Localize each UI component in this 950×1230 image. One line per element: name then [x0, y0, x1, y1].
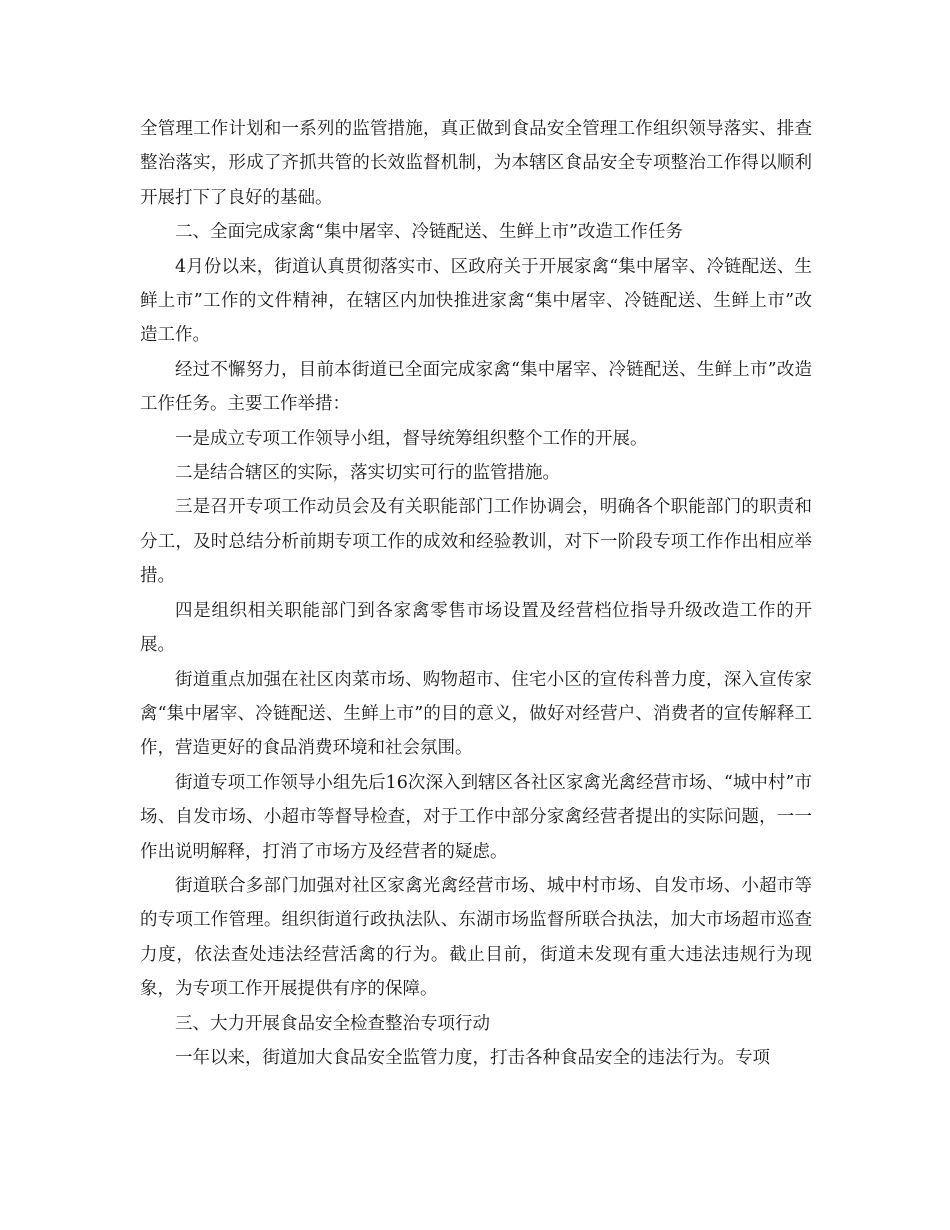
- paragraph-11: 街道联合多部门加强对社区家禽光禽经营市场、城中村市场、自发市场、小超市等的专项工作管理。组织街道行政执法队、东湖市场监督所联合执法，加大市场超市巡查力度，依法查处违法经营活禽的行为。截止目前，街道未发现有重大违法违规行为现象，为专项工作开展提供有序的保障。: [140, 875, 812, 1000]
- paragraph-3: 4月份以来，街道认真贯彻落实市、区政府关于开展家禽“集中屠宰、冷链配送、生鲜上市”工作的文件精神，在辖区内加快推进家禽“集中屠宰、冷链配送、生鲜上市”改造工作。: [140, 256, 812, 346]
- paragraph-4: 经过不懈努力，目前本街道已全面完成家禽“集中屠宰、冷链配送、生鲜上市”改造工作任务。主要工作举措：: [140, 359, 812, 415]
- paragraph-9: 街道重点加强在社区肉菜市场、购物超市、住宅小区的宣传科普力度，深入宣传家禽“集中屠宰、冷链配送、生鲜上市”的目的意义，做好对经营户、消费者的宣传解释工作，营造更好的食品消费环境和社会氛围。: [140, 669, 812, 759]
- paragraph-10: 街道专项工作领导小组先后16次深入到辖区各社区家禽光禽经营市场、“城中村”市场、自发市场、小超市等督导检查，对于工作中部分家禽经营者提出的实际问题，一一作出说明解释，打消了市场方及经营者的疑虑。: [140, 772, 812, 862]
- document-page: [140, 112, 812, 1075]
- section-heading-3: 三、大力开展食品安全检查整治专项行动: [175, 1013, 490, 1034]
- paragraph-1: 全管理工作计划和一系列的监管措施，真正做到食品安全管理工作组织领导落实、排查整治落实，形成了齐抓共管的长效监督机制，为本辖区食品安全专项整治工作得以顺利开展打下了良好的基础。: [140, 119, 812, 208]
- list-item-4: 四是组织相关职能部门到各家禽零售市场设置及经营档位指导升级改造工作的开展。: [140, 600, 812, 656]
- list-item-3: 三是召开专项工作动员会及有关职能部门工作协调会，明确各个职能部门的职责和分工，及时总结分析前期专项工作的成效和经验教训，对下一阶段专项工作作出相应举措。: [140, 497, 812, 587]
- list-item-1: 一是成立专项工作领导小组，督导统筹组织整个工作的开展。: [175, 428, 648, 449]
- paragraph-13: 一年以来，街道加大食品安全监管力度，打击各种食品安全的违法行为。专项: [175, 1047, 770, 1068]
- list-item-2: 二是结合辖区的实际，落实切实可行的监管措施。: [175, 463, 560, 484]
- section-heading-2: 二、全面完成家禽“集中屠宰、冷链配送、生鲜上市”改造工作任务: [175, 222, 683, 243]
